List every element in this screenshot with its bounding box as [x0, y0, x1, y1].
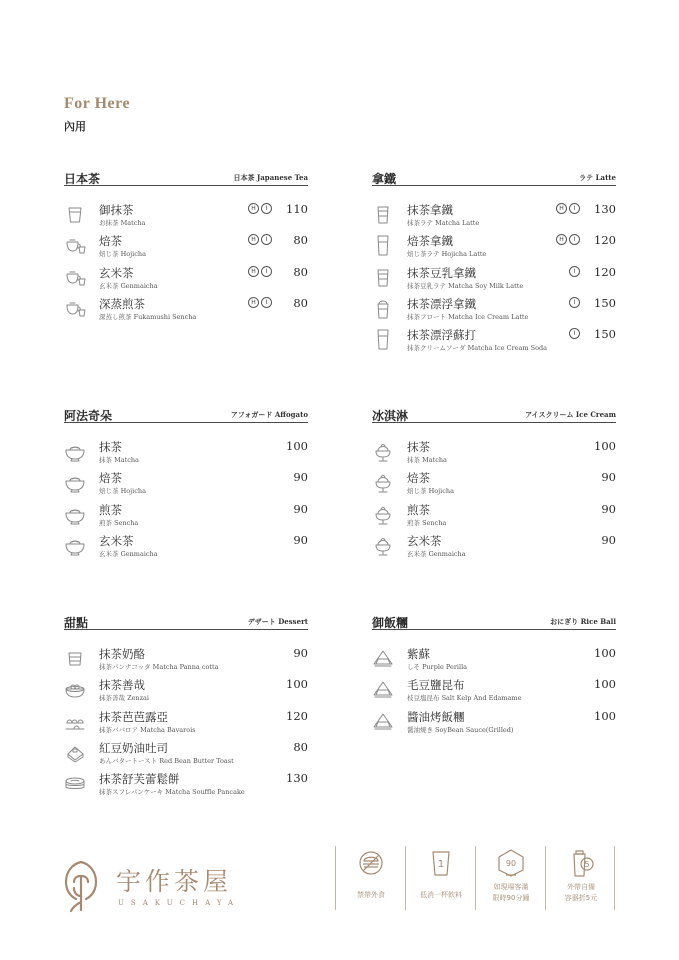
- rule-own-cup-discount: [545, 846, 615, 910]
- time-limit-icon: [497, 848, 525, 878]
- rule-text-line: 如現場客滿: [493, 883, 529, 891]
- item-price: 110: [286, 202, 308, 216]
- section-title-en: アフォガード Affogato: [230, 410, 308, 419]
- menu-item: [64, 709, 308, 737]
- section-title-en: 日本茶 Japanese Tea: [233, 173, 308, 182]
- item-name: 御抹茶: [99, 203, 134, 217]
- item-name: 玄米茶: [407, 533, 442, 548]
- item-name: 紅豆奶油吐司: [99, 740, 168, 755]
- page-title: For Here: [64, 95, 131, 112]
- temperature-options: [556, 234, 580, 245]
- item-price: 150: [594, 327, 616, 342]
- item-subtitle: 焙じ茶ラテ Hojicha Latte: [407, 250, 487, 259]
- rule-text: [406, 890, 476, 901]
- iced-badge-icon: I: [261, 266, 272, 277]
- section-tea: [64, 170, 308, 326]
- section-title: 甜點: [64, 616, 89, 630]
- item-price: 100: [594, 646, 616, 660]
- item-subtitle: 抹茶フロート Matcha Ice Cream Latte: [407, 312, 529, 321]
- page-subtitle: 內用: [64, 120, 86, 133]
- item-price: 120: [594, 233, 616, 248]
- section-riceball: [372, 614, 616, 739]
- section-title-en: おにぎり Rice Ball: [550, 617, 616, 626]
- item-name: 焙茶: [407, 471, 430, 486]
- matcha-cup-icon: [64, 203, 86, 225]
- ice-cream-cup-icon: [372, 440, 394, 462]
- item-name: 焙茶拿鐵: [407, 234, 453, 249]
- section-title: 拿鐵: [372, 172, 397, 186]
- item-subtitle: 煎茶 Sencha: [407, 518, 447, 527]
- section-dessert: [64, 614, 308, 801]
- item-name: 深蒸煎茶: [99, 296, 145, 311]
- menu-item: [64, 502, 308, 530]
- menu-item: [372, 709, 616, 737]
- item-name: 焙茶: [99, 471, 122, 486]
- section-header: [372, 407, 616, 423]
- own-cup-discount-icon: [567, 848, 595, 878]
- rule-no-outside-food: [335, 846, 405, 910]
- menu-item: [64, 677, 308, 705]
- no-outside-food-icon: [357, 848, 385, 878]
- iced-badge-icon: I: [569, 297, 580, 308]
- section-affogato: [64, 407, 308, 563]
- item-name: 抹茶芭芭露亞: [99, 709, 168, 724]
- menu-item: [372, 439, 616, 467]
- menu-item: [64, 771, 308, 799]
- item-price: 100: [286, 439, 308, 453]
- item-price: 100: [594, 439, 616, 453]
- affogato-bowl-icon: [64, 440, 86, 462]
- hot-badge-icon: H: [248, 203, 259, 214]
- iced-badge-icon: I: [261, 203, 272, 214]
- item-price: 90: [293, 470, 308, 485]
- house-rules: [335, 846, 617, 910]
- ice-cream-cup-icon: [372, 503, 394, 525]
- toast-icon: [64, 741, 86, 763]
- menu-item: [64, 202, 308, 230]
- section-icecream: [372, 407, 616, 563]
- item-name: 玄米茶: [99, 533, 134, 548]
- menu-item: [372, 677, 616, 705]
- item-price: 80: [293, 233, 308, 248]
- item-price: 80: [293, 295, 308, 310]
- menu-item: [64, 740, 308, 768]
- tall-glass-icon: [372, 234, 394, 256]
- iced-badge-icon: I: [261, 297, 272, 308]
- item-name: 抹茶拿鐵: [407, 203, 453, 217]
- hot-badge-icon: H: [248, 266, 259, 277]
- rule-one-drink-cup: [405, 846, 475, 910]
- item-price: 90: [293, 501, 308, 516]
- menu-item: [64, 470, 308, 498]
- section-header: [372, 170, 616, 186]
- section-title: 日本茶: [64, 172, 101, 186]
- ice-cream-cup-icon: [372, 471, 394, 493]
- section-title: 御飯糰: [372, 616, 409, 630]
- menu-item: [372, 502, 616, 530]
- item-subtitle: 抹茶 Matcha: [407, 456, 447, 464]
- menu-item: [372, 233, 616, 261]
- rule-icon-label: 5: [584, 860, 590, 869]
- item-subtitle: しそ Purple Perilla: [407, 663, 468, 671]
- rule-time-limit: [475, 846, 545, 910]
- item-subtitle: あんバタートースト Red Bean Butter Toast: [99, 756, 234, 765]
- item-subtitle: 抹茶パンナコッタ Matcha Panna cotta: [99, 663, 219, 671]
- item-name: 抹茶漂浮拿鐵: [407, 296, 476, 311]
- rule-text-line: 禁帶外食: [357, 891, 385, 899]
- item-price: 90: [601, 532, 616, 547]
- section-header: [64, 614, 308, 630]
- section-title-en: デザート Dessert: [247, 617, 308, 626]
- onigiri-icon: [372, 678, 394, 700]
- affogato-bowl-icon: [64, 471, 86, 493]
- item-price: 90: [293, 532, 308, 547]
- item-price: 100: [594, 708, 616, 723]
- ice-cream-cup-icon: [372, 534, 394, 556]
- rule-text-line: 容器折5元: [564, 894, 598, 902]
- temperature-options: [556, 203, 580, 214]
- item-subtitle: 抹茶ババロア Matcha Bavarois: [99, 725, 196, 734]
- item-price: 100: [286, 677, 308, 692]
- bavarois-icon: [64, 710, 86, 732]
- section-title-en: ラテ Latte: [579, 173, 616, 182]
- menu-item: [372, 265, 616, 293]
- hot-badge-icon: H: [248, 297, 259, 308]
- iced-badge-icon: I: [569, 266, 580, 277]
- item-name: 抹茶: [99, 440, 122, 454]
- affogato-bowl-icon: [64, 503, 86, 525]
- rule-text: [476, 882, 546, 904]
- section-header: [64, 170, 308, 186]
- latte-cup-icon: [372, 266, 394, 288]
- tall-glass-icon: [372, 328, 394, 350]
- item-price: 90: [601, 470, 616, 485]
- temperature-options: [248, 266, 272, 277]
- onigiri-icon: [372, 647, 394, 669]
- teapot-cup-icon: [64, 234, 86, 256]
- iced-badge-icon: I: [569, 234, 580, 245]
- item-name: 抹茶善哉: [99, 678, 145, 693]
- item-subtitle: 枝豆塩昆布 Salt Kelp And Edamame: [407, 694, 522, 703]
- brand-name-romaji: USAKUCHAYA: [118, 899, 240, 907]
- item-price: 80: [293, 264, 308, 279]
- section-header: [372, 614, 616, 630]
- menu-item: [64, 296, 308, 324]
- menu-item: [372, 533, 616, 561]
- rule-text: [546, 882, 616, 904]
- menu-item: [64, 533, 308, 561]
- item-subtitle: 煎茶 Sencha: [99, 518, 139, 527]
- menu-item: [372, 202, 616, 230]
- item-subtitle: 抹茶スフレパンケーキ Matcha Souffle Pancake: [99, 788, 245, 797]
- iced-badge-icon: I: [569, 203, 580, 214]
- item-name: 玄米茶: [99, 265, 134, 280]
- one-drink-cup-icon: [427, 848, 455, 878]
- onigiri-icon: [372, 710, 394, 732]
- zenzai-bowl-icon: [64, 678, 86, 700]
- menu-item: [64, 646, 308, 674]
- item-name: 抹茶奶酪: [99, 647, 145, 661]
- item-name: 抹茶豆乳拿鐵: [407, 265, 476, 280]
- temperature-options: [569, 328, 580, 339]
- temperature-options: [248, 297, 272, 308]
- teapot-cup-icon: [64, 266, 86, 288]
- temperature-options: [248, 203, 272, 214]
- pancake-icon: [64, 772, 86, 794]
- brand-name: 宇作茶屋: [116, 867, 233, 896]
- rule-text-line: 限時90分鐘: [492, 894, 530, 902]
- item-price: 150: [594, 295, 616, 310]
- item-subtitle: 焙じ茶 Hojicha: [99, 487, 146, 496]
- item-name: 抹茶舒芙蕾鬆餅: [99, 772, 180, 787]
- item-price: 100: [594, 677, 616, 692]
- rule-text-line: 低消一杯飲料: [420, 891, 462, 899]
- item-price: 90: [601, 501, 616, 516]
- item-price: 90: [293, 646, 308, 660]
- brand-logo: [60, 858, 260, 918]
- item-subtitle: お抹茶 Matcha: [99, 219, 146, 227]
- temperature-options: [248, 234, 272, 245]
- item-subtitle: 抹茶善哉 Zenzai: [99, 694, 149, 703]
- item-name: 毛豆鹽昆布: [407, 678, 465, 693]
- iced-badge-icon: I: [261, 234, 272, 245]
- item-price: 120: [594, 264, 616, 279]
- rule-icon-label: 90: [505, 859, 517, 868]
- float-glass-icon: [372, 297, 394, 319]
- item-subtitle: 玄米茶 Genmaicha: [99, 549, 158, 558]
- item-price: 120: [286, 708, 308, 723]
- item-name: 焙茶: [99, 234, 122, 249]
- item-name: 煎茶: [99, 502, 122, 517]
- section-header: [64, 407, 308, 423]
- section-latte: [372, 170, 616, 357]
- item-subtitle: 焙じ茶 Hojicha: [99, 250, 146, 259]
- temperature-options: [569, 266, 580, 277]
- section-title: 冰淇淋: [372, 409, 409, 423]
- menu-item: [64, 233, 308, 261]
- item-name: 抹茶: [407, 440, 430, 454]
- item-subtitle: 深蒸し煎茶 Fukamushi Sencha: [99, 312, 197, 321]
- latte-cup-icon: [372, 203, 394, 225]
- affogato-bowl-icon: [64, 534, 86, 556]
- menu-item: [64, 265, 308, 293]
- menu-item: [372, 296, 616, 324]
- item-price: 80: [293, 739, 308, 754]
- rule-text-line: 外帶自備: [567, 883, 595, 891]
- hot-badge-icon: H: [556, 234, 567, 245]
- iced-badge-icon: I: [569, 328, 580, 339]
- section-title: 阿法奇朵: [64, 409, 113, 423]
- menu-item: [64, 439, 308, 467]
- menu-item: [372, 470, 616, 498]
- item-subtitle: 玄米茶 Genmaicha: [99, 281, 158, 290]
- rule-icon-label: 1: [437, 859, 445, 870]
- item-name: 抹茶漂浮蘇打: [407, 328, 476, 343]
- temperature-options: [569, 297, 580, 308]
- item-subtitle: 抹茶クリームソーダ Matcha Ice Cream Soda: [407, 344, 548, 353]
- item-subtitle: 抹茶 Matcha: [99, 456, 139, 464]
- item-name: 紫蘇: [407, 647, 430, 661]
- item-subtitle: 玄米茶 Genmaicha: [407, 549, 466, 558]
- teapot-cup-icon: [64, 297, 86, 319]
- item-price: 130: [286, 771, 308, 786]
- section-title-en: アイスクリーム Ice Cream: [525, 410, 616, 419]
- item-subtitle: 抹茶豆乳ラテ Matcha Soy Milk Latte: [407, 281, 524, 290]
- item-subtitle: 焙じ茶 Hojicha: [407, 487, 454, 496]
- menu-item: [372, 327, 616, 355]
- item-name: 醬油烤飯糰: [407, 709, 465, 724]
- hot-badge-icon: H: [556, 203, 567, 214]
- menu-item: [372, 646, 616, 674]
- hot-badge-icon: H: [248, 234, 259, 245]
- item-name: 煎茶: [407, 502, 430, 517]
- panna-cotta-icon: [64, 647, 86, 669]
- item-subtitle: 抹茶ラテ Matcha Latte: [407, 219, 480, 227]
- rule-text: [336, 890, 406, 901]
- brand-mark-icon: [60, 858, 102, 914]
- item-price: 130: [594, 202, 616, 216]
- item-subtitle: 醤油焼き SoyBean Sauce(Grilled): [407, 725, 514, 734]
